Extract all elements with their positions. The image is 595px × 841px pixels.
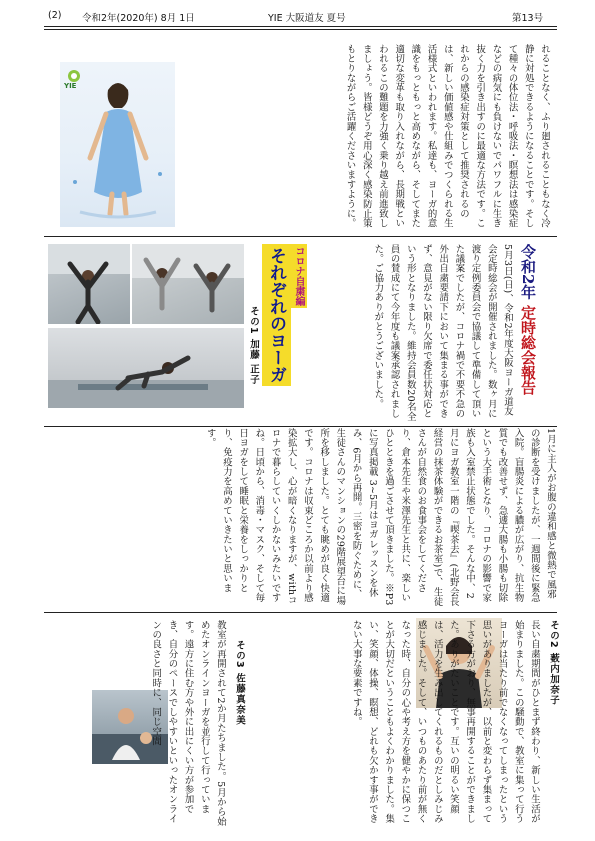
byline-yabuuchi: その2 薮内加奈子 <box>548 620 559 706</box>
issue-date: 令和2年(2020年) 8月 1日 <box>82 13 195 24</box>
issue-page: (2) <box>48 10 62 21</box>
yoga-series-title: それぞれのヨーガ <box>262 244 291 386</box>
byline-kato: その1 加藤 正子 <box>248 306 259 386</box>
meeting-title-report: 定時総会報告 <box>519 304 537 395</box>
issue-number: 第13号 <box>512 13 544 24</box>
meeting-text: 5月3日(日)、令和2年度大阪ヨーガ道友会定時総会が開催されました。数ヶ月に渡り定例委員会で協議して準備して頂いた議案でしたが、コロナ禍で不要不急の外出自粛要請下において集まる事ができず、意見がない限り欠席で委任状対応という形となりました。維持会員数20名全員の賛成にて今年度も議案承認されました。ご協力ありがとうございました。 <box>372 244 513 422</box>
byline-sato: その3 佐藤真奈美 <box>234 640 245 726</box>
article-covid-text: れることなく、ふり廻されることもなく冷静に対処できるようになることです。そして種々の体位法・呼吸法・瞑想法は感染症などの病気にも負けないでパワフルに生き抜く力を引き出すのに最適な方法です。これからの感染症対策として推奨されるのは、新しい価値感や仕組みでつくられる生活様式といわれます。私達も、ヨーガ的意識をもっともっと高めながら、そしてまた適切な変革も取り入れながら、長期戦といわれるこの難題を力強く乗り越え前進致しましょう。皆様どうぞ用心深く感染防止策もとりながらご活躍くださいますように。 <box>344 44 550 229</box>
yoga-series-label: コロナ自粛編 <box>290 244 307 308</box>
meeting-title-text <box>519 244 537 395</box>
meeting-title-year: 令和2年 <box>519 244 537 305</box>
section-rule-1 <box>44 236 557 237</box>
meeting-title <box>519 244 537 395</box>
section-rule-3 <box>44 612 557 613</box>
yie-logo <box>62 67 86 91</box>
yabuuchi-text: 長い自粛期間がひとまず終わり、新しい生活が始まりました。この騒動で、教室に集って行うヨーガは当たり前でなくなってしまったという思いがありましたが、以前と変わらず集まって下さる方がおり、無事再開することができました。ありがたいことです。互いの明るい笑顔は、活力を生み出してくれるものだとしみじみ感じました。そして、いつものあたり前が無くなった時、自分の心や考え方を健やかに保つことが大切だということもよくわかりました。集い、笑顔、体操、瞑想、どれも欠かす事ができない大事な要素ですね。 <box>350 620 540 824</box>
logo-text: YIE <box>64 82 77 90</box>
newsletter-title: YIE 大阪道友 夏号 <box>268 13 346 24</box>
kato-text <box>48 306 240 416</box>
kato-text-main: 1月に主人がお腹の違和感と微熱で風邪の診断を受けましたが、一週間後に緊急入院。盲腸炎による膿が広がり、抗生物質でも改善せず、急遽大腸も小腸も切除という大手術となり、コロナの影響で家族も入室禁止状態でした。そんな中、2月にヨガ教室一階の『喫茶去』(北野会長経営の抹茶体験ができるお茶室)で、生徒さんが自然食のお食事会をしてくださり、倉本先生や米澤先生と共に、楽しいひとときを過ごさせて頂きました。※P3に写真掲載 3~5月はヨガレッスンを休み、6月から再開。三密を防ぐために、生徒さんのマンションの29階展望台に場所を移しました。とても眺めが良く快適です。コロナは収束どころか以前より感染拡大し、心が暗くなりますが、withコロナで暮らしていくしかないみたいですね。日頃から、消毒・マスク、そして毎日ヨガをして睡眠と栄養をしっかりとり、免疫力を高めていきたいと思います。 <box>204 428 556 607</box>
section-rule-2 <box>44 426 557 427</box>
header-rule-top <box>44 26 557 27</box>
header-rule-bottom <box>44 29 557 30</box>
sato-text: 教室が再開されて2か月たちました。5月から始めたオンラインヨーガを並行して行っています。遠方に住む方や外に出にくい方が参加でき、自分のペースでしやすいといったオンラインの良さと同時に、同じ空間 <box>150 620 226 827</box>
